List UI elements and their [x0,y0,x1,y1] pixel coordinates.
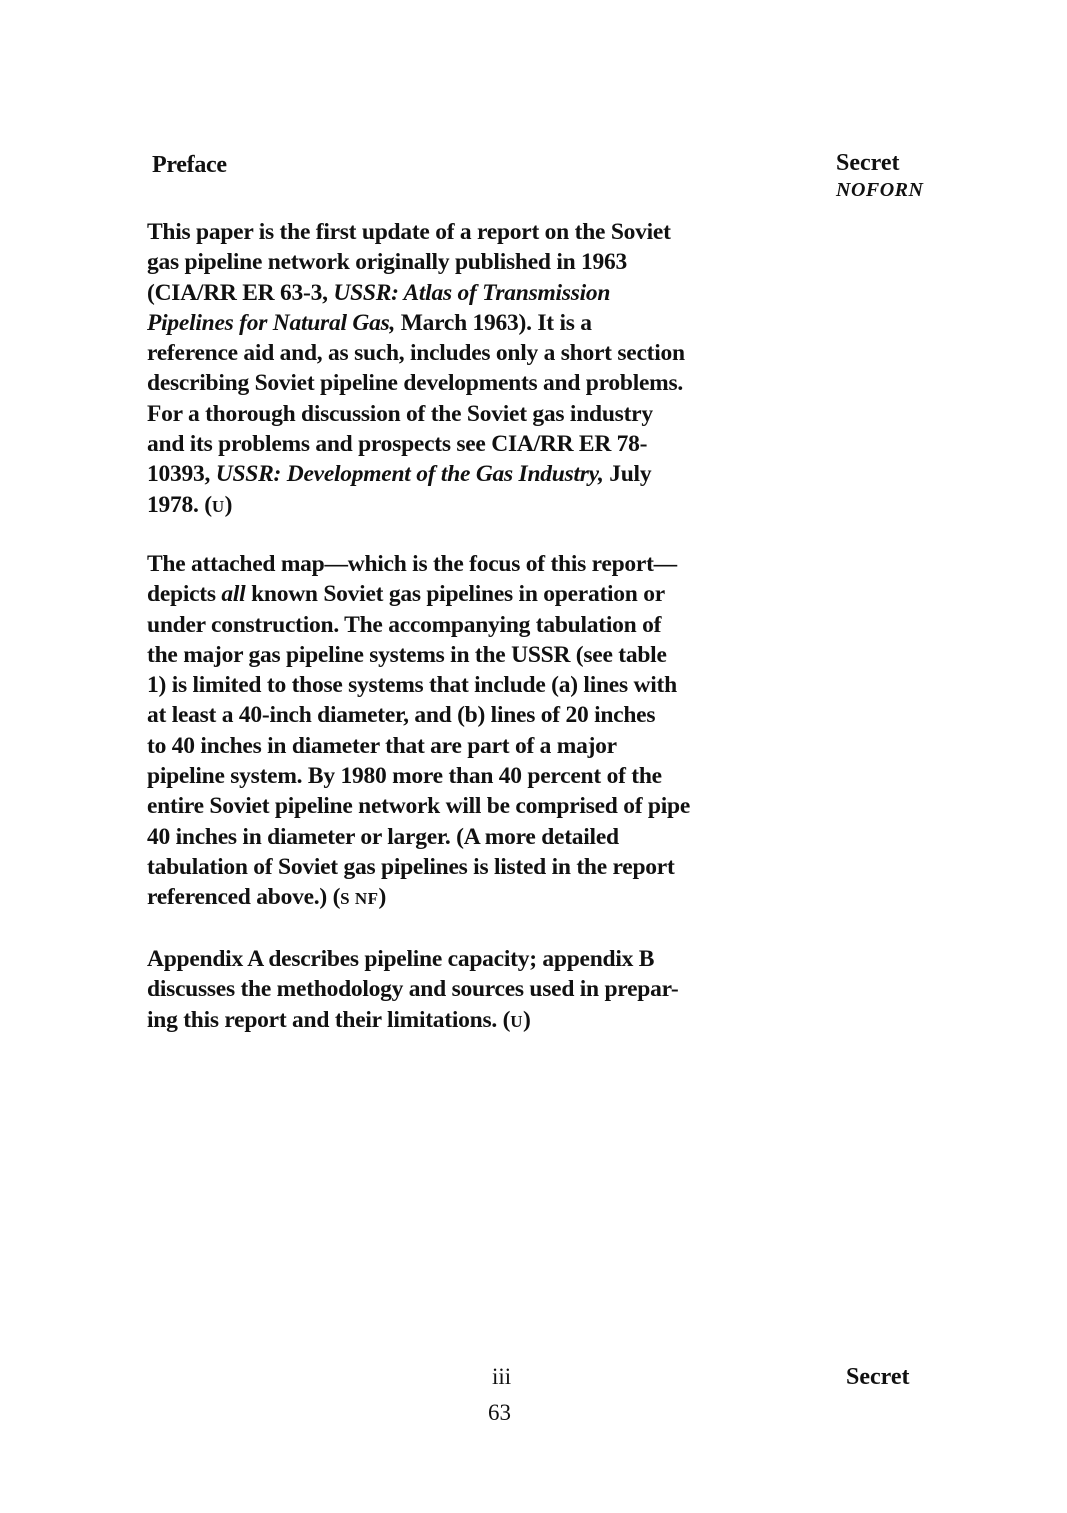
page-title: Preface [152,152,227,178]
paragraph-line: discusses the methodology and sources used in prepar- [147,976,679,1003]
paragraph-line: pipeline system. By 1980 more than 40 percent of the [147,763,662,790]
paragraph-line: Appendix A describes pipeline capacity; appendix B [147,946,655,972]
emphasis-italic: all [221,581,246,608]
report-title-italic: Pipelines for Natural Gas, [147,309,396,336]
text-run: ) [224,491,233,518]
report-title-italic: USSR: Atlas of Transmission [333,279,611,306]
paragraph-line [147,579,737,609]
paragraph-1 [147,217,737,522]
paragraph-2 [147,549,737,915]
page-number: 63 [488,1400,511,1425]
page-number-roman: iii [492,1364,512,1389]
portion-marking: U [510,1011,523,1031]
paragraph-line: tabulation of Soviet gas pipelines is listed in the report [147,853,675,880]
paragraph-line: and its problems and prospects see CIA/RR ER 78- [147,431,648,458]
paragraph-line: For a thorough discussion of the Soviet gas industry [147,400,653,427]
portion-marking: S NF [340,889,379,909]
paragraph-line: under construction. The accompanying tabulation of [147,611,662,638]
paragraph-line: The attached map—which is the focus of this report— [147,551,677,577]
classification-label: Secret [836,150,900,176]
paragraph-line [147,459,737,489]
paragraph-3 [147,944,737,1037]
paragraph-line: reference aid and, as such, includes only a short section [147,340,685,367]
paragraph-line [147,490,737,522]
report-title-italic: USSR: Development of the Gas Industry, [215,461,604,488]
portion-marking: U [211,496,225,516]
text-run: ing this report and their limitations. ( [147,1006,511,1033]
paragraph-line: the major gas pipeline systems in the USSR (see table [147,641,667,668]
classification-marking [836,150,923,204]
text-run: ) [522,1006,531,1033]
text-run: known Soviet gas pipelines in operation or [245,581,665,608]
paragraph-line [147,278,737,308]
paragraph-line [147,1005,737,1037]
paragraph-line: to 40 inches in diameter that are part of a major [147,732,617,759]
paragraph-line [147,882,737,914]
paragraph-line [147,308,737,338]
paragraph-line: entire Soviet pipeline network will be comprised of pipe [147,793,691,820]
text-run: 10393, [147,461,216,488]
text-run: referenced above.) ( [147,884,341,911]
paragraph-line: 40 inches in diameter or larger. (A more detailed [147,823,619,850]
text-run: ) [378,884,387,911]
footer-classification: Secret [846,1364,910,1390]
paragraph-line: describing Soviet pipeline developments and problems. [147,370,684,397]
text-run: (CIA/RR ER 63-3, [147,279,334,306]
text-run: July [603,461,652,488]
text-run: depicts [147,581,222,608]
text-run: 1978. ( [147,491,212,518]
paragraph-line: This paper is the first update of a report on the Soviet [147,219,671,245]
paragraph-line: gas pipeline network originally published in 1963 [147,249,628,276]
dissemination-caveat: NOFORN [836,179,924,201]
text-run: March 1963). It is a [395,309,592,336]
paragraph-line: at least a 40-inch diameter, and (b) lines of 20 inches [147,702,656,729]
paragraph-line: 1) is limited to those systems that include (a) lines with [147,672,677,699]
